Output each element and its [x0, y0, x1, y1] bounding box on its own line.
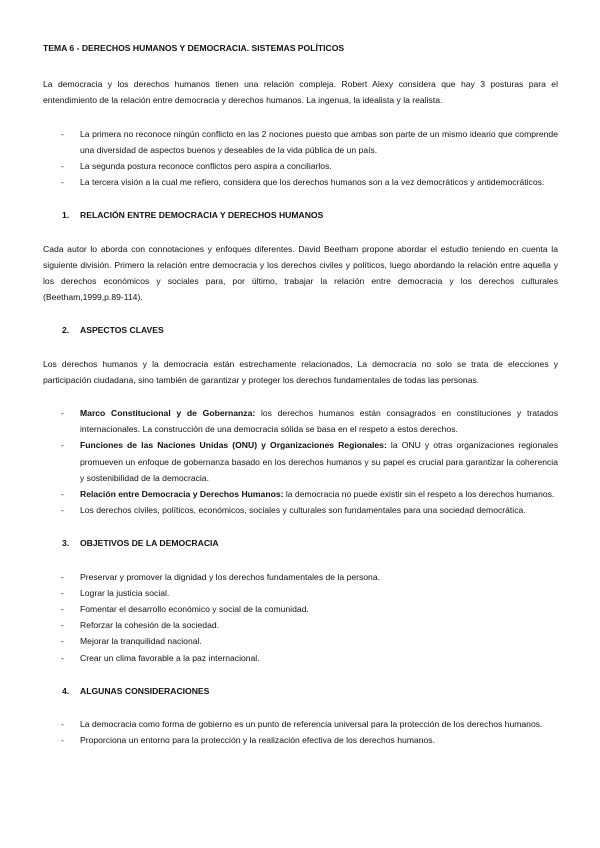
list-item: - Funciones de las Naciones Unidas (ONU) y Organizaciones Regionales: la ONU y otras organizaciones regionales promueven un enfoque de gobernanza basado en los derechos humanos y su papel es crucial para garantizar la coherencia y sostenibilidad de la democracia. — [43, 437, 558, 486]
intro-paragraph: La democracia y los derechos humanos tienen una relación compleja. Robert Alexy considera que hay 3 posturas para el entendimiento de la relación entre democracia y derechos humanos. La ingenua, la idealista y la realista. — [43, 79, 558, 106]
document-page — [43, 40, 558, 766]
section-2-paragraph: Los derechos humanos y la democracia están estrechamente relacionados, La democracia no solo se trata de elecciones y participación ciudadana, sino también de garantizar y proteger los derechos fundamentales de todas las personas. — [43, 358, 558, 385]
bullet-dash: - — [61, 408, 64, 419]
bullet-dash: - — [61, 636, 64, 647]
bullet-dash: - — [61, 505, 64, 516]
bullet-dash: - — [61, 128, 64, 139]
postures-list — [43, 126, 558, 191]
list-item: - La tercera visión a la cual me refiero, considera que los derechos humanos son a la vez democráticos y antidemocráticos. — [43, 174, 558, 190]
list-item: - La segunda postura reconoce conflictos pero aspira a conciliarlos. — [43, 158, 558, 174]
section-1-paragraph: Cada autor lo aborda con connotaciones y enfoques diferentes. David Beetham propone abordar el estudio teniendo en cuenta la siguiente división. Primero la relación entre democracia y los derechos civiles y políticos, luego abordando la relación entre aquella y los derechos económicos y sociales para, por último, trabajar la relación entre democracia y los derechos culturales (Beetham,1999,p.89-114). — [43, 243, 558, 303]
list-item: - Relación entre Democracia y Derechos Humanos: la democracia no puede existir sin el respeto a los derechos humanos. — [43, 486, 558, 502]
list-item: - La democracia como forma de gobierno es un punto de referencia universal para la protección de los derechos humanos. — [43, 716, 558, 732]
section-heading-2: 2. ASPECTOS CLAVES — [62, 325, 164, 336]
bullet-dash: - — [61, 489, 64, 500]
list-item: - Los derechos civiles, políticos, económicos, sociales y culturales son fundamentales para una sociedad democrática. — [43, 502, 558, 518]
key-aspects-list — [43, 405, 558, 518]
bullet-dash: - — [61, 604, 64, 615]
bullet-dash: - — [61, 587, 64, 598]
bullet-dash: - — [61, 440, 64, 451]
bullet-dash: - — [61, 719, 64, 730]
considerations-list — [43, 716, 558, 748]
bullet-dash: - — [61, 571, 64, 582]
list-item: - La primera no reconoce ningún conflicto en las 2 nociones puesto que ambas son parte de un mismo ideario que comprende una diversidad de aspectos buenos y deseables de la vida pública de un país. — [43, 126, 558, 158]
list-item: - Reforzar la cohesión de la sociedad. — [43, 617, 558, 633]
section-heading-3: 3. OBJETIVOS DE LA DEMOCRACIA — [62, 538, 219, 549]
section-heading-4: 4. ALGUNAS CONSIDERACIONES — [62, 685, 210, 696]
bullet-dash: - — [61, 161, 64, 172]
bullet-dash: - — [61, 620, 64, 631]
list-item: - Marco Constitucional y de Gobernanza: los derechos humanos están consagrados en constituciones y tratados internacionales. La construcción de una democracia sólida se basa en el respeto a estos derechos. — [43, 405, 558, 437]
list-item: - Lograr la justicia social. — [43, 585, 558, 601]
bullet-dash: - — [61, 177, 64, 188]
list-item: - Proporciona un entorno para la protección y la realización efectiva de los derechos humanos. — [43, 732, 558, 748]
bullet-dash: - — [61, 652, 64, 663]
list-item: - Fomentar el desarrollo económico y social de la comunidad. — [43, 601, 558, 617]
bullet-dash: - — [61, 735, 64, 746]
section-heading-1: 1. RELACIÓN ENTRE DEMOCRACIA Y DERECHOS HUMANOS — [62, 210, 324, 221]
list-item: - Preservar y promover la dignidad y los derechos fundamentales de la persona. — [43, 569, 558, 585]
objectives-list — [43, 569, 558, 666]
page-title: TEMA 6 - DERECHOS HUMANOS Y DEMOCRACIA. SISTEMAS POLÍTICOS — [43, 43, 345, 53]
list-item: - Crear un clima favorable a la paz internacional. — [43, 650, 558, 666]
list-item: - Mejorar la tranquilidad nacional. — [43, 633, 558, 649]
